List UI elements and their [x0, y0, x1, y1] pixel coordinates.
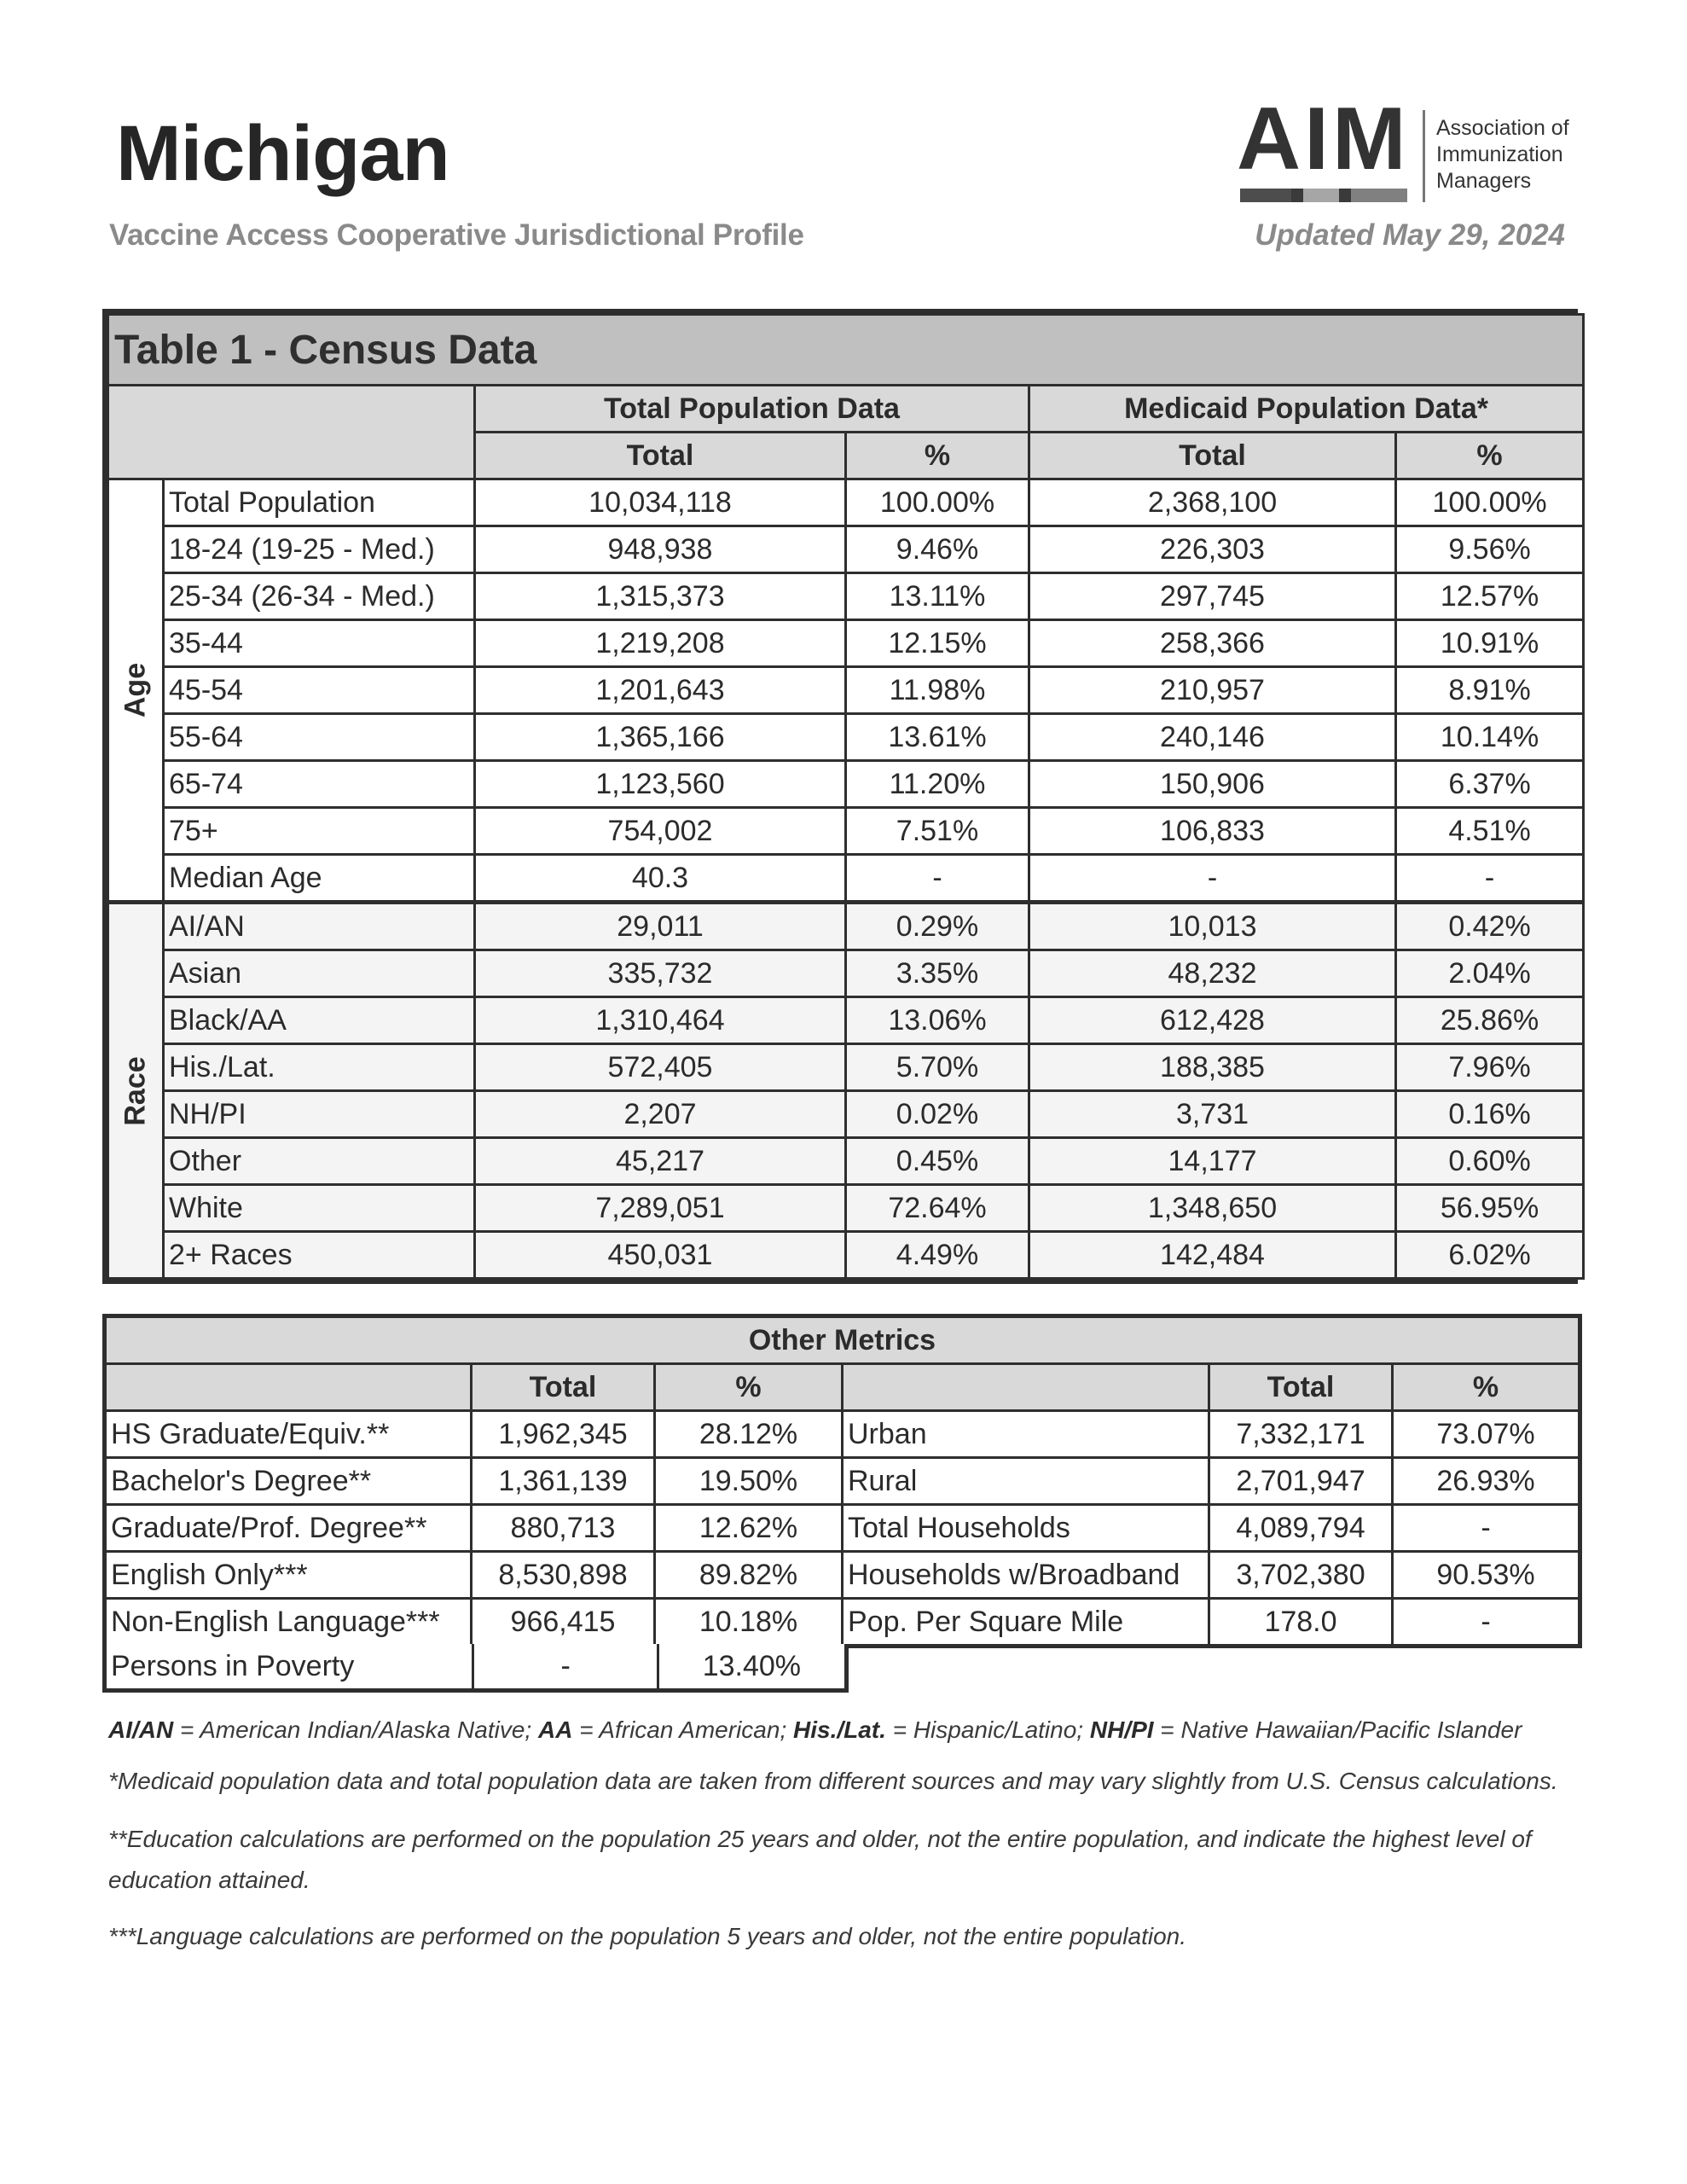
row-label: Median Age: [164, 855, 475, 903]
table-row: [108, 1091, 1584, 1138]
table-row: [108, 1185, 1584, 1232]
cell-pct: 9.46%: [846, 526, 1029, 573]
col-header-pct: %: [1393, 1364, 1580, 1411]
cell-total: 45,217: [475, 1138, 846, 1185]
row-label: Non-English Language***: [105, 1599, 472, 1647]
cell-pct: 0.29%: [846, 903, 1029, 950]
cell-med-total: 150,906: [1029, 761, 1396, 808]
cell-med-pct: 9.56%: [1396, 526, 1584, 573]
cell-total: 948,938: [475, 526, 846, 573]
row-label: His./Lat.: [164, 1044, 475, 1091]
table-row: [105, 1599, 1580, 1647]
race-group-label: Race: [108, 903, 164, 1279]
header-blank: [108, 386, 475, 479]
cell-pct: 28.12%: [655, 1411, 843, 1458]
cell-total: 8,530,898: [472, 1552, 655, 1599]
cell-total: 7,332,171: [1209, 1411, 1393, 1458]
cell-pct: -: [846, 855, 1029, 903]
cell-pct: 4.49%: [846, 1232, 1029, 1279]
cell-med-pct: 0.60%: [1396, 1138, 1584, 1185]
cell-total: 1,962,345: [472, 1411, 655, 1458]
cell-total: 572,405: [475, 1044, 846, 1091]
cell-pct: 89.82%: [655, 1552, 843, 1599]
cell-total: 178.0: [1209, 1599, 1393, 1647]
cell-pct: 5.70%: [846, 1044, 1029, 1091]
cell-total: 40.3: [475, 855, 846, 903]
table-row: [105, 1644, 847, 1691]
row-label: Total Population: [164, 479, 475, 526]
footnote-language: ***Language calculations are performed on the population 5 years and older, not the entire population.: [108, 1923, 1187, 1949]
cell-med-total: 210,957: [1029, 667, 1396, 714]
col-header-total: Total: [472, 1364, 655, 1411]
header-medicaid-population: Medicaid Population Data*: [1029, 386, 1584, 433]
header-blank: [843, 1364, 1209, 1411]
cell-med-pct: 10.14%: [1396, 714, 1584, 761]
cell-med-total: 48,232: [1029, 950, 1396, 997]
cell-total: 754,002: [475, 808, 846, 855]
cell-med-pct: 6.02%: [1396, 1232, 1584, 1279]
row-label: Households w/Broadband: [843, 1552, 1209, 1599]
row-label: White: [164, 1185, 475, 1232]
col-header-total: Total: [1209, 1364, 1393, 1411]
cell-pct: 11.20%: [846, 761, 1029, 808]
table-row: [108, 667, 1584, 714]
cell-total: 450,031: [475, 1232, 846, 1279]
cell-pct: -: [1393, 1505, 1580, 1552]
row-label: 2+ Races: [164, 1232, 475, 1279]
cell-med-pct: 0.16%: [1396, 1091, 1584, 1138]
row-label: Bachelor's Degree**: [105, 1458, 472, 1505]
cell-pct: 0.45%: [846, 1138, 1029, 1185]
cell-total: 1,201,643: [475, 667, 846, 714]
row-label: Other: [164, 1138, 475, 1185]
table-row: [108, 903, 1584, 950]
table-row: [108, 714, 1584, 761]
row-label: 18-24 (19-25 - Med.): [164, 526, 475, 573]
cell-total: -: [473, 1644, 658, 1691]
cell-med-pct: 2.04%: [1396, 950, 1584, 997]
aim-logo: [1237, 90, 1578, 209]
row-label: 25-34 (26-34 - Med.): [164, 573, 475, 620]
cell-med-total: 14,177: [1029, 1138, 1396, 1185]
cell-med-pct: 7.96%: [1396, 1044, 1584, 1091]
col-header-total: Total: [475, 433, 846, 479]
cell-med-total: 106,833: [1029, 808, 1396, 855]
cell-total: 1,361,139: [472, 1458, 655, 1505]
other-metrics-title: Other Metrics: [105, 1316, 1580, 1364]
aim-logo-mark: AIM: [1237, 90, 1410, 189]
cell-total: 1,315,373: [475, 573, 846, 620]
logo-bar-icon: [1240, 189, 1407, 202]
col-header-med-total: Total: [1029, 433, 1396, 479]
cell-total: 2,701,947: [1209, 1458, 1393, 1505]
cell-pct: 0.02%: [846, 1091, 1029, 1138]
cell-med-total: 10,013: [1029, 903, 1396, 950]
footnote-education-line2: education attained.: [108, 1867, 310, 1893]
table-title: Table 1 - Census Data: [108, 315, 1584, 386]
cell-med-pct: 6.37%: [1396, 761, 1584, 808]
cell-med-total: 240,146: [1029, 714, 1396, 761]
row-label: Urban: [843, 1411, 1209, 1458]
cell-med-total: 258,366: [1029, 620, 1396, 667]
row-label: 75+: [164, 808, 475, 855]
cell-pct: 13.06%: [846, 997, 1029, 1044]
row-label: AI/AN: [164, 903, 475, 950]
cell-med-total: 142,484: [1029, 1232, 1396, 1279]
cell-med-pct: 12.57%: [1396, 573, 1584, 620]
cell-med-total: 1,348,650: [1029, 1185, 1396, 1232]
logo-org-name: Association of Immunization Managers: [1436, 116, 1569, 193]
col-header-med-pct: %: [1396, 433, 1584, 479]
cell-pct: 11.98%: [846, 667, 1029, 714]
table-row: [108, 1044, 1584, 1091]
table-row: [108, 1138, 1584, 1185]
cell-med-total: 297,745: [1029, 573, 1396, 620]
cell-total: 7,289,051: [475, 1185, 846, 1232]
cell-med-total: 2,368,100: [1029, 479, 1396, 526]
cell-med-pct: 25.86%: [1396, 997, 1584, 1044]
cell-pct: 12.62%: [655, 1505, 843, 1552]
row-label: Asian: [164, 950, 475, 997]
cell-med-pct: 10.91%: [1396, 620, 1584, 667]
table-row: [108, 855, 1584, 903]
table-row: [105, 1411, 1580, 1458]
page-title: Michigan: [116, 110, 449, 197]
age-group-label: Age: [108, 479, 164, 903]
cell-pct: 13.40%: [658, 1644, 846, 1691]
header-blank: [105, 1364, 472, 1411]
cell-total: 1,310,464: [475, 997, 846, 1044]
cell-total: 10,034,118: [475, 479, 846, 526]
cell-pct: 100.00%: [846, 479, 1029, 526]
table-row: [108, 1232, 1584, 1279]
row-label: Graduate/Prof. Degree**: [105, 1505, 472, 1552]
cell-total: 335,732: [475, 950, 846, 997]
table-row: [108, 526, 1584, 573]
table-row: [108, 997, 1584, 1044]
logo-divider: [1423, 110, 1425, 202]
table-row: [108, 950, 1584, 997]
cell-total: 1,219,208: [475, 620, 846, 667]
table-row: [108, 620, 1584, 667]
row-label: Black/AA: [164, 997, 475, 1044]
cell-total: 3,702,380: [1209, 1552, 1393, 1599]
table-row: [108, 761, 1584, 808]
row-label: Total Households: [843, 1505, 1209, 1552]
cell-med-pct: 0.42%: [1396, 903, 1584, 950]
table-row: [108, 573, 1584, 620]
row-label: 35-44: [164, 620, 475, 667]
cell-med-total: 188,385: [1029, 1044, 1396, 1091]
footnote-education-line1: **Education calculations are performed on the population 25 years and older, not the entire population, and indicate the highest level of: [108, 1826, 1532, 1852]
table-row: [108, 479, 1584, 526]
row-label: 65-74: [164, 761, 475, 808]
census-table: [102, 309, 1578, 1284]
cell-pct: 13.61%: [846, 714, 1029, 761]
row-label: 45-54: [164, 667, 475, 714]
cell-pct: 72.64%: [846, 1185, 1029, 1232]
other-metrics-table: [102, 1314, 1578, 1693]
table-row: [105, 1505, 1580, 1552]
cell-pct: 90.53%: [1393, 1552, 1580, 1599]
cell-pct: -: [1393, 1599, 1580, 1647]
row-label: English Only***: [105, 1552, 472, 1599]
cell-pct: 10.18%: [655, 1599, 843, 1647]
cell-med-total: 612,428: [1029, 997, 1396, 1044]
cell-med-pct: 8.91%: [1396, 667, 1584, 714]
cell-total: 1,123,560: [475, 761, 846, 808]
updated-date: Updated May 29, 2024: [1255, 218, 1565, 252]
row-label: NH/PI: [164, 1091, 475, 1138]
cell-med-total: 3,731: [1029, 1091, 1396, 1138]
cell-pct: 3.35%: [846, 950, 1029, 997]
cell-total: 2,207: [475, 1091, 846, 1138]
cell-total: 966,415: [472, 1599, 655, 1647]
page-subtitle: Vaccine Access Cooperative Jurisdictional Profile: [109, 218, 804, 252]
abbreviation-legend: AI/AN = American Indian/Alaska Native; AA = African American; His./Lat. = Hispanic/Latino; NH/PI = Native Hawaiian/Pacific Islander: [108, 1716, 1522, 1743]
table-row: [108, 808, 1584, 855]
cell-med-pct: 100.00%: [1396, 479, 1584, 526]
row-label: 55-64: [164, 714, 475, 761]
table-row: [105, 1458, 1580, 1505]
header-total-population: Total Population Data: [475, 386, 1029, 433]
footnote-medicaid: *Medicaid population data and total population data are taken from different sources and may vary slightly from U.S. Census calculations.: [108, 1768, 1558, 1794]
row-label: Pop. Per Square Mile: [843, 1599, 1209, 1647]
cell-pct: 12.15%: [846, 620, 1029, 667]
cell-med-total: 226,303: [1029, 526, 1396, 573]
cell-pct: 13.11%: [846, 573, 1029, 620]
col-header-pct: %: [846, 433, 1029, 479]
cell-med-total: -: [1029, 855, 1396, 903]
cell-total: 1,365,166: [475, 714, 846, 761]
cell-med-pct: 56.95%: [1396, 1185, 1584, 1232]
cell-med-pct: -: [1396, 855, 1584, 903]
cell-total: 880,713: [472, 1505, 655, 1552]
cell-med-pct: 4.51%: [1396, 808, 1584, 855]
col-header-pct: %: [655, 1364, 843, 1411]
table-row: [105, 1552, 1580, 1599]
cell-pct: 7.51%: [846, 808, 1029, 855]
row-label: Rural: [843, 1458, 1209, 1505]
cell-total: 4,089,794: [1209, 1505, 1393, 1552]
row-label: Persons in Poverty: [105, 1644, 473, 1691]
cell-total: 29,011: [475, 903, 846, 950]
cell-pct: 19.50%: [655, 1458, 843, 1505]
row-label: HS Graduate/Equiv.**: [105, 1411, 472, 1458]
cell-pct: 73.07%: [1393, 1411, 1580, 1458]
cell-pct: 26.93%: [1393, 1458, 1580, 1505]
